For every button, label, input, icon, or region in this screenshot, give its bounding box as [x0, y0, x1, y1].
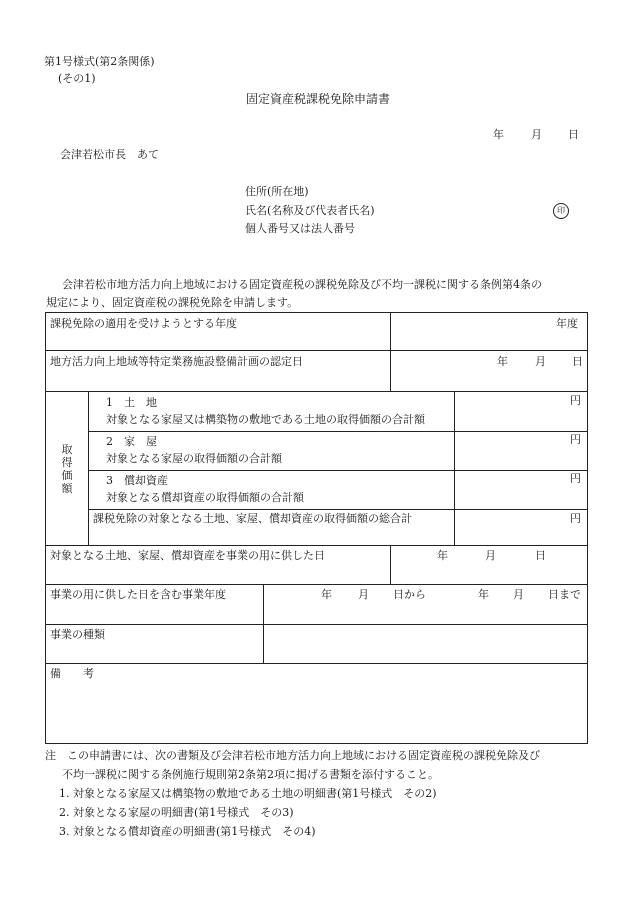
name-label: 氏名(名称及び代表者氏名) — [245, 204, 375, 217]
to-month: 月 — [513, 588, 524, 601]
depreciable-assets-yen-unit: 円 — [570, 472, 581, 485]
remarks-label: 備 考 — [50, 667, 94, 680]
col-divider — [454, 391, 455, 546]
business-year-label: 事業の用に供した日を含む事業年度 — [50, 588, 226, 601]
row-divider — [88, 431, 588, 432]
date-day-label: 日 — [568, 128, 579, 141]
row-divider — [45, 624, 588, 625]
house-description: 対象となる家屋の取得価額の合計額 — [106, 452, 282, 465]
certification-year: 年 — [497, 355, 508, 368]
to-day-suffix: 日まで — [548, 588, 581, 601]
col-divider — [390, 312, 391, 392]
from-month: 月 — [358, 588, 369, 601]
certification-day: 日 — [572, 355, 583, 368]
attachment-item-1: 1. 対象となる家屋又は構築物の敷地である土地の明細書(第1号様式 その2) — [59, 787, 437, 800]
col-divider — [88, 391, 89, 546]
fiscal-year-unit: 年度 — [556, 317, 578, 330]
from-day-suffix: 日から — [393, 588, 426, 601]
table-border-right — [587, 312, 588, 744]
form-sub-number: (その1) — [58, 72, 96, 85]
addressee: 会津若松市長 あて — [60, 148, 159, 161]
intro-line-1: 会津若松市地方活力向上地域における固定資産税の課税免除及び不均一課税に関する条例第4条の — [62, 278, 542, 291]
row-divider — [45, 391, 588, 392]
attachment-item-2: 2. 対象となる家屋の明細書(第1号様式 その3) — [59, 806, 294, 819]
from-year: 年 — [321, 588, 332, 601]
house-yen-unit: 円 — [570, 433, 581, 446]
row-divider — [88, 509, 588, 510]
use-date-month: 月 — [485, 549, 496, 562]
total-acquisition-label: 課税免除の対象となる土地、家屋、償却資産の取得価額の総合計 — [93, 512, 412, 525]
table-border-top — [45, 312, 588, 313]
date-year-label: 年 — [493, 128, 504, 141]
id-number-label: 個人番号又は法人番号 — [245, 222, 355, 235]
table-border-bottom — [45, 743, 588, 744]
business-type-label: 事業の種類 — [50, 628, 105, 641]
row-divider — [88, 470, 588, 471]
land-yen-unit: 円 — [570, 394, 581, 407]
form-number: 第1号様式(第2条関係) — [44, 55, 155, 68]
intro-line-2: 規定により、固定資産税の課税免除を申請します。 — [46, 296, 299, 309]
address-label: 住所(所在地) — [245, 185, 309, 198]
seal-mark: 印 — [553, 203, 569, 219]
depreciable-assets-description: 対象となる償却資産の取得価額の合計額 — [106, 491, 304, 504]
note-line-1: 注 この申請書には、次の書類及び会津若松市地方活力向上地域における固定資産税の課税免除及び — [45, 749, 540, 762]
note-line-2: 不均一課税に関する条例施行規則第2条第2項に掲げる書類を添付すること。 — [62, 768, 439, 781]
certification-date-label: 地方活力向上地域等特定業務施設整備計画の認定日 — [50, 355, 303, 368]
fiscal-year-label: 課税免除の適用を受けようとする年度 — [50, 317, 237, 330]
certification-month: 月 — [535, 355, 546, 368]
row-divider — [45, 663, 588, 664]
attachment-item-3: 3. 対象となる償却資産の明細書(第1号様式 その4) — [59, 825, 316, 838]
col-divider — [263, 584, 264, 664]
page-title: 固定資産税課税免除申請書 — [246, 92, 391, 106]
to-year: 年 — [478, 588, 489, 601]
use-date-label: 対象となる土地、家屋、償却資産を事業の用に供した日 — [50, 549, 325, 562]
use-date-day: 日 — [535, 549, 546, 562]
acquisition-price-vertical-label: 取 得 価 額 — [61, 443, 73, 495]
table-border-left — [45, 312, 46, 744]
row-divider — [45, 545, 588, 546]
row-divider — [45, 584, 588, 585]
depreciable-assets-title: 3 償却資産 — [106, 474, 168, 487]
total-yen-unit: 円 — [570, 512, 581, 525]
house-title: 2 家 屋 — [106, 435, 157, 448]
land-title: 1 土 地 — [106, 396, 157, 409]
land-description: 対象となる家屋又は構築物の敷地である土地の取得価額の合計額 — [106, 413, 425, 426]
col-divider — [390, 545, 391, 585]
date-month-label: 月 — [531, 128, 542, 141]
use-date-year: 年 — [437, 549, 448, 562]
row-divider — [45, 350, 588, 351]
